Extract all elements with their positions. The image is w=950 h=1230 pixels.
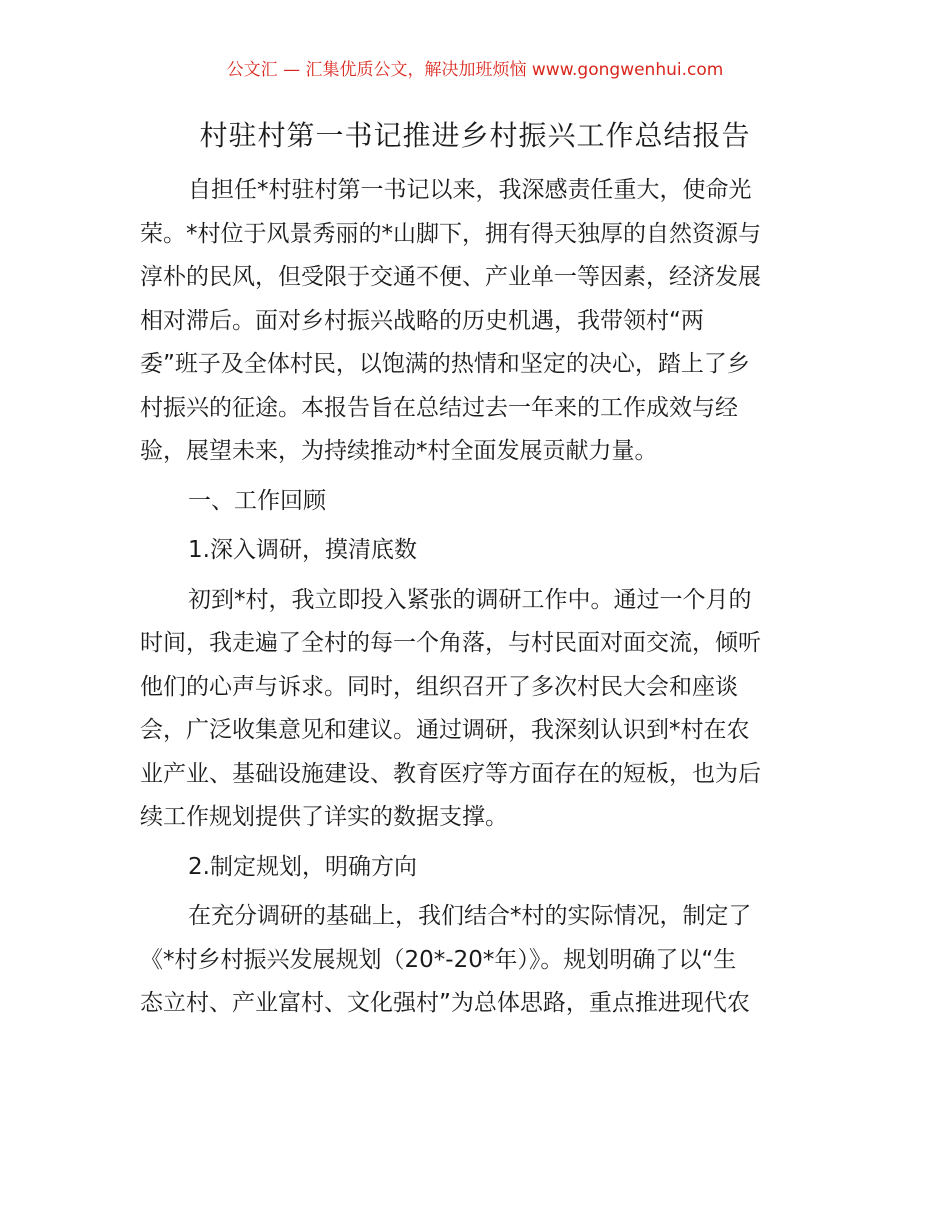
- paragraph-line: 初到*村，我立即投入紧张的调研工作中。通过一个月的: [188, 586, 752, 613]
- paragraph-line: 他们的心声与诉求。同时，组织召开了多次村民大会和座谈: [140, 673, 738, 700]
- paragraph-line: 村振兴的征途。本报告旨在总结过去一年来的工作成效与经: [140, 394, 738, 421]
- paragraph-line: 《*村乡村振兴发展规划（20*-20*年）》。规划明确了以“生: [140, 946, 737, 973]
- paragraph-line: 自担任*村驻村第一书记以来，我深感责任重大，使命光: [188, 177, 752, 203]
- paragraph-line: 在充分调研的基础上，我们结合*村的实际情况，制定了: [188, 903, 752, 929]
- paragraph-line: 续工作规划提供了详实的数据支撑。: [140, 804, 508, 830]
- document-title: 村驻村第一书记推进乡村振兴工作总结报告: [199, 119, 751, 152]
- subsection-heading: 1.深入调研，摸清底数: [188, 537, 417, 563]
- paragraph-line: 相对滞后。面对乡村振兴战略的历史机遇，我带领村“两: [140, 307, 704, 334]
- paragraph-line: 态立村、产业富村、文化强村”为总体思路，重点推进现代农: [140, 990, 750, 1016]
- paragraph-line: 验，展望未来，为持续推动*村全面发展贡献力量。: [140, 438, 658, 464]
- paragraph-line: 会，广泛收集意见和建议。通过调研，我深刻认识到*村在农: [140, 717, 750, 743]
- subsection-heading: 2.制定规划，明确方向: [188, 853, 417, 880]
- header-banner[interactable]: 公文汇 — 汇集优质公文，解决加班烦恼 www.gongwenhui.com: [226, 60, 724, 80]
- paragraph-line: 业产业、基础设施建设、教育医疗等方面存在的短板，也为后: [140, 760, 761, 787]
- section-heading: 一、工作回顾: [188, 487, 326, 514]
- paragraph-line: 时间，我走遍了全村的每一个角落，与村民面对面交流，倾听: [140, 630, 761, 656]
- paragraph-line: 荣。*村位于风景秀丽的*山脚下，拥有得天独厚的自然资源与: [140, 220, 761, 247]
- paragraph-line: 淳朴的民风，但受限于交通不便、产业单一等因素，经济发展: [140, 264, 761, 290]
- document-body: [140, 169, 812, 1026]
- paragraph-line: 委”班子及全体村民，以饱满的热情和坚定的决心，踏上了乡: [140, 351, 750, 377]
